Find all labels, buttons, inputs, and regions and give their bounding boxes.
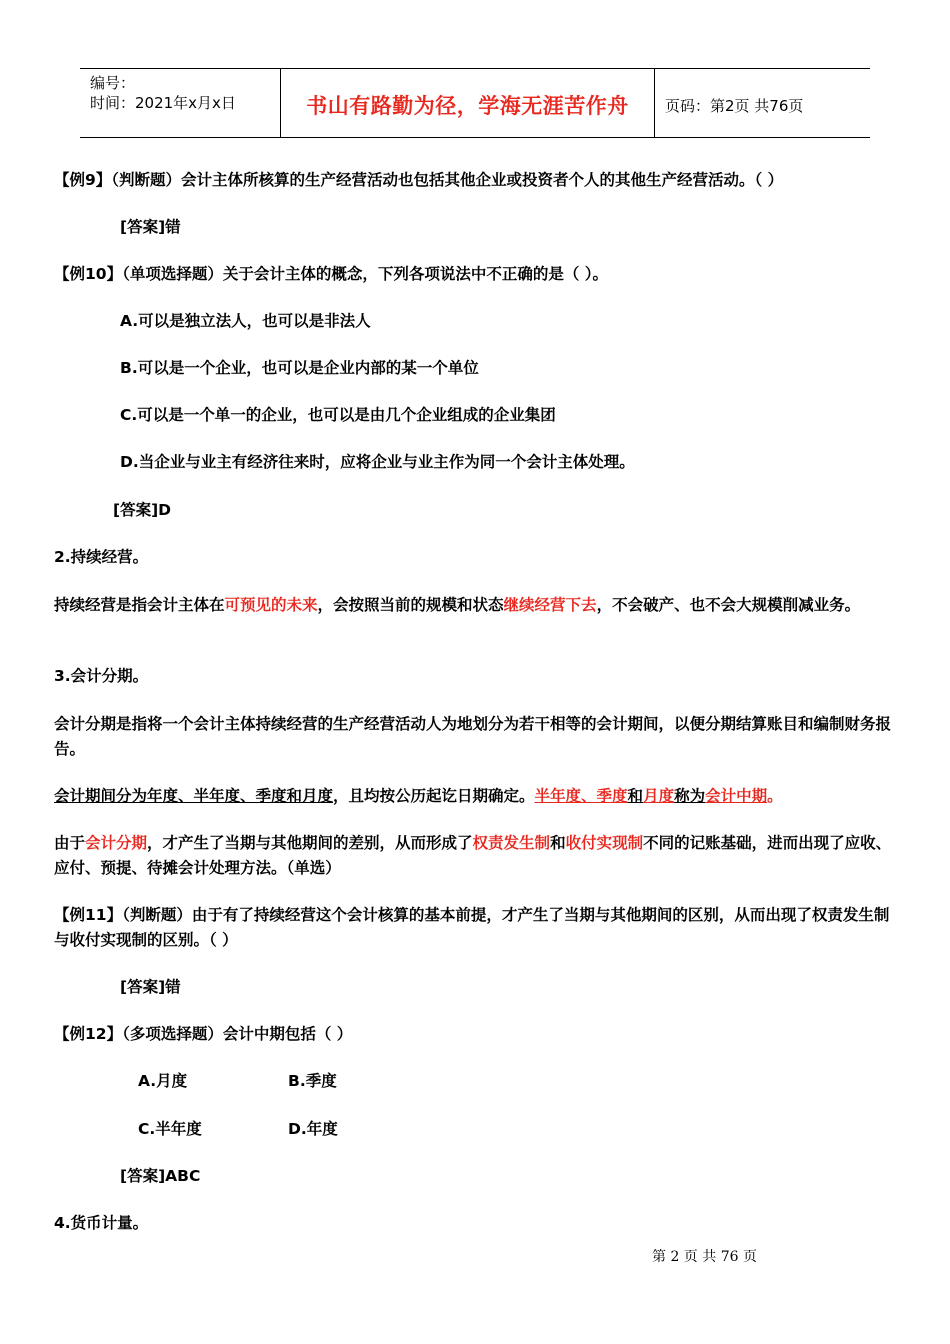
example-12-option-d: D.年度 xyxy=(288,1120,338,1138)
page-footer: 第 2 页 共 76 页 xyxy=(652,1249,757,1265)
header-meta xyxy=(80,69,281,137)
header-motto: 书山有路勤为径，学海无涯苦作舟 xyxy=(281,69,655,137)
section-4-title: 4.货币计量。 xyxy=(54,1214,149,1232)
example-10-option-a: A.可以是独立法人，也可以是非法人 xyxy=(120,312,371,330)
section-3-paragraph-2 xyxy=(54,784,896,809)
text-run: ，才产生了当期与其他期间的差别，从而形成了 xyxy=(147,834,473,852)
text-run: 和 xyxy=(627,787,644,805)
highlight-cash-basis: 收付实现制 xyxy=(565,834,644,852)
text-run: ，会按照当前的规模和状态 xyxy=(317,596,504,614)
example-10-option-d: D.当企业与业主有经济往来时，应将企业与业主作为同一个会计主体处理。 xyxy=(120,453,635,471)
underlined-periods: 会计期间分为年度、半年度、季度和月度 xyxy=(54,787,334,805)
highlight-interim-period: 会计中期 xyxy=(705,787,768,805)
highlight-month: 月度 xyxy=(643,787,675,805)
example-12-answer: [答案]ABC xyxy=(120,1167,201,1185)
header-time-label: 时间：2021年x月x日 xyxy=(90,94,236,112)
text-run: 不同的记账基础，进而出现了应收、应付、预提、待摊会计处理方法。（单选） xyxy=(54,834,892,877)
example-12-option-b: B.季度 xyxy=(288,1072,337,1090)
example-12-option-a: A.月度 xyxy=(138,1072,188,1090)
highlight-accounting-period: 会计分期 xyxy=(85,834,148,852)
text-run: 由于 xyxy=(54,834,86,852)
section-2-paragraph xyxy=(54,593,896,618)
section-2-title: 2.持续经营。 xyxy=(54,548,149,566)
highlight-continue-operating: 继续经营下去 xyxy=(503,596,597,614)
text-run: ，且均按公历起讫日期确定。 xyxy=(333,787,535,805)
section-3-paragraph-1: 会计分期是指将一个会计主体持续经营的生产经营活动人为地划分为若干相等的会计期间，以便分期结算账目和编制财务报告。 xyxy=(54,715,892,758)
text-run: ，不会破产、也不会大规模削减业务。 xyxy=(596,596,861,614)
example-12-option-c: C.半年度 xyxy=(138,1120,202,1138)
text-run: 和 xyxy=(550,834,566,852)
example-12-question: 【例12】（多项选择题）会计中期包括（ ） xyxy=(54,1025,353,1043)
highlight-foreseeable-future: 可预见的未来 xyxy=(224,596,318,614)
highlight-half-year-quarter: 半年度、季度 xyxy=(534,787,628,805)
example-9-answer: [答案]错 xyxy=(120,218,181,236)
example-11-answer: [答案]错 xyxy=(120,978,181,996)
example-10-option-c: C.可以是一个单一的企业，也可以是由几个企业组成的企业集团 xyxy=(120,406,556,424)
example-10-option-b: B.可以是一个企业，也可以是企业内部的某一个单位 xyxy=(120,359,479,377)
header-number-label: 编号： xyxy=(90,74,136,92)
example-12-options-row-2 xyxy=(138,1117,638,1142)
highlight-accrual-basis: 权责发生制 xyxy=(472,834,551,852)
text-run: 持续经营是指会计主体在 xyxy=(54,596,225,614)
header-page-info: 页码：第2页 共76页 xyxy=(665,96,804,115)
example-12-options-row-1 xyxy=(138,1069,638,1094)
example-9-question: 【例9】（判断题）会计主体所核算的生产经营活动也包括其他企业或投资者个人的其他生产经营活动。（ ） xyxy=(54,171,784,189)
text-run: 称为 xyxy=(674,787,706,805)
text-run: 。 xyxy=(767,787,783,805)
section-3-paragraph-3 xyxy=(54,831,896,881)
page-header xyxy=(80,68,870,138)
section-3-title: 3.会计分期。 xyxy=(54,667,149,685)
example-10-answer: [答案]D xyxy=(113,501,172,519)
example-10-question: 【例10】（单项选择题）关于会计主体的概念，下列各项说法中不正确的是（ ）。 xyxy=(54,265,608,283)
example-11-question: 【例11】（判断题）由于有了持续经营这个会计核算的基本前提，才产生了当期与其他期间的区别，从而出现了权责发生制与收付实现制的区别。（ ） xyxy=(54,906,890,949)
